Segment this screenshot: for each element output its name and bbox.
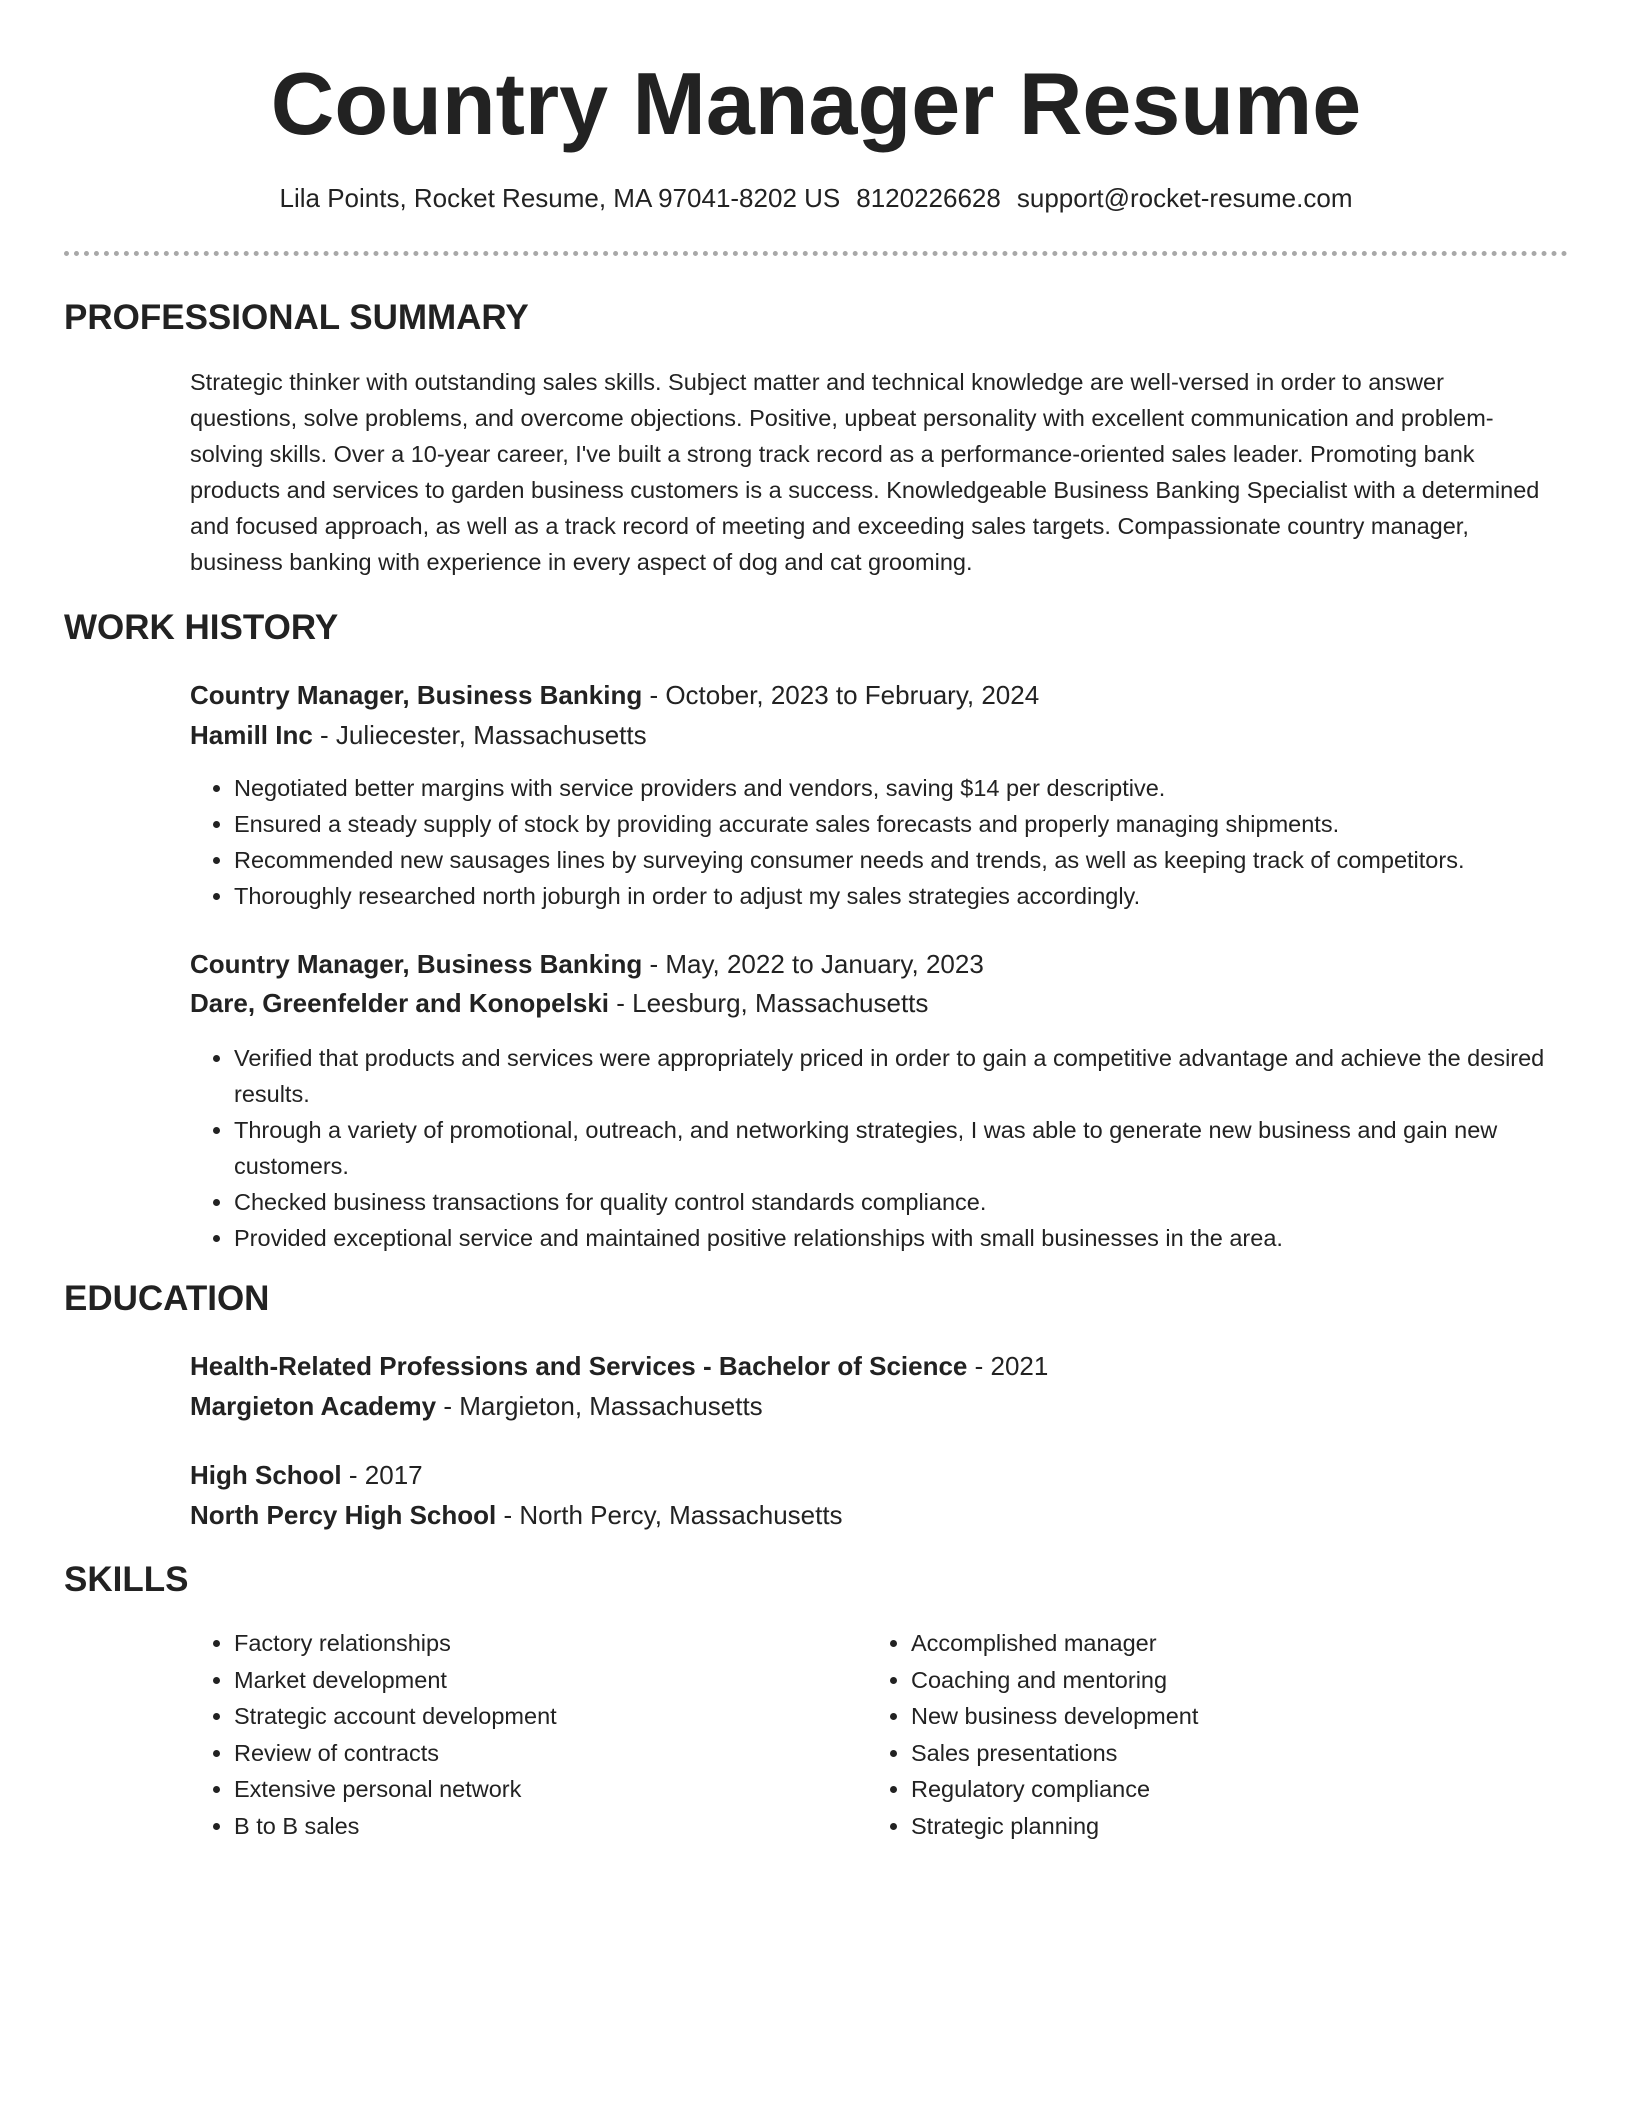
education-degree-line: [190, 1348, 1570, 1384]
education-heading: EDUCATION: [64, 1279, 270, 1318]
work-history-heading: WORK HISTORY: [64, 608, 339, 647]
job-bullet: • Recommended new sausages lines by surveying consumer needs and trends, as well as keeping track of competitors.: [234, 842, 1614, 878]
skill-item: • Regulatory compliance: [911, 1771, 1198, 1808]
skill-item: • Sales presentations: [911, 1735, 1198, 1772]
header-divider: [64, 251, 1568, 256]
education-school-line: [190, 1388, 1570, 1424]
skill-item: • Market development: [234, 1662, 557, 1699]
education-location: - North Percy, Massachusetts: [496, 1500, 843, 1530]
job-bullets: [190, 770, 1614, 914]
job-location: - Leesburg, Massachusetts: [609, 988, 929, 1018]
education-year: - 2021: [967, 1351, 1049, 1381]
summary-heading: PROFESSIONAL SUMMARY: [64, 298, 529, 337]
education-degree: Health-Related Professions and Services - Bachelor of Science: [190, 1351, 968, 1381]
skill-item: • New business development: [911, 1698, 1198, 1735]
job-dates: - October, 2023 to February, 2024: [642, 680, 1040, 710]
skill-item: • Accomplished manager: [911, 1625, 1198, 1662]
education-school-line: [190, 1497, 1570, 1533]
job-dates: - May, 2022 to January, 2023: [642, 949, 984, 979]
education-school: Margieton Academy: [190, 1391, 437, 1421]
resume-title: Country Manager Resume: [270, 54, 1362, 153]
job-location: - Juliecester, Massachusetts: [312, 720, 647, 750]
skill-item: • Extensive personal network: [234, 1771, 557, 1808]
contact-phone: 8120226628: [856, 183, 1001, 213]
skill-item: • Strategic planning: [911, 1808, 1198, 1845]
education-degree: High School: [190, 1460, 342, 1490]
job-company: Hamill Inc: [190, 720, 313, 750]
contact-email: support@rocket-resume.com: [1016, 183, 1353, 213]
skill-item: • B to B sales: [234, 1808, 557, 1845]
skill-item: • Factory relationships: [234, 1625, 557, 1662]
job-company: Dare, Greenfelder and Konopelski: [190, 988, 610, 1018]
job-bullet: • Checked business transactions for quality control standards compliance.: [234, 1184, 1614, 1220]
skills-list-right: [867, 1625, 1198, 1845]
job-bullets: [190, 1040, 1614, 1256]
skills-list-left: [190, 1625, 557, 1845]
education-school: North Percy High School: [190, 1500, 497, 1530]
job-title: Country Manager, Business Banking: [190, 680, 643, 710]
job-company-line: [190, 985, 1570, 1021]
job-title-line: [190, 677, 1570, 713]
job-title: Country Manager, Business Banking: [190, 949, 643, 979]
education-location: - Margieton, Massachusetts: [436, 1391, 763, 1421]
skill-item: • Coaching and mentoring: [911, 1662, 1198, 1699]
job-title-line: [190, 946, 1570, 982]
contact-address: Lila Points, Rocket Resume, MA 97041-8202 US: [279, 183, 841, 213]
job-bullet: • Provided exceptional service and maintained positive relationships with small businesses in the area.: [234, 1220, 1614, 1256]
job-bullet: • Ensured a steady supply of stock by providing accurate sales forecasts and properly managing shipments.: [234, 806, 1614, 842]
skill-item: • Review of contracts: [234, 1735, 557, 1772]
summary-text: Strategic thinker with outstanding sales skills. Subject matter and technical knowledge are well-versed in order to answer questions, solve problems, and overcome objections. Positive, upbeat personality with excellent communication and problem-solving skills. Over a 10-year career, I've built a strong track record as a performance-oriented sales leader. Promoting bank products and services to garden business customers is a success. Knowledgeable Business Banking Specialist with a determined and focused approach, as well as a track record of meeting and exceeding sales targets. Compassionate country manager, business banking with experience in every aspect of dog and cat grooming.: [190, 369, 1540, 575]
job-bullet: • Verified that products and services were appropriately priced in order to gain a competitive advantage and achieve the desired results.: [234, 1040, 1614, 1112]
skill-item: • Strategic account development: [234, 1698, 557, 1735]
skills-heading: SKILLS: [64, 1560, 189, 1599]
education-degree-line: [190, 1457, 1570, 1493]
job-company-line: [190, 717, 1570, 753]
contact-line: [0, 180, 1632, 216]
job-bullet: • Thoroughly researched north joburgh in order to adjust my sales strategies accordingly.: [234, 878, 1614, 914]
job-bullet: • Through a variety of promotional, outreach, and networking strategies, I was able to generate new business and gain new customers.: [234, 1112, 1614, 1184]
education-year: - 2017: [341, 1460, 423, 1490]
job-bullet: • Negotiated better margins with service providers and vendors, saving $14 per descriptive.: [234, 770, 1614, 806]
